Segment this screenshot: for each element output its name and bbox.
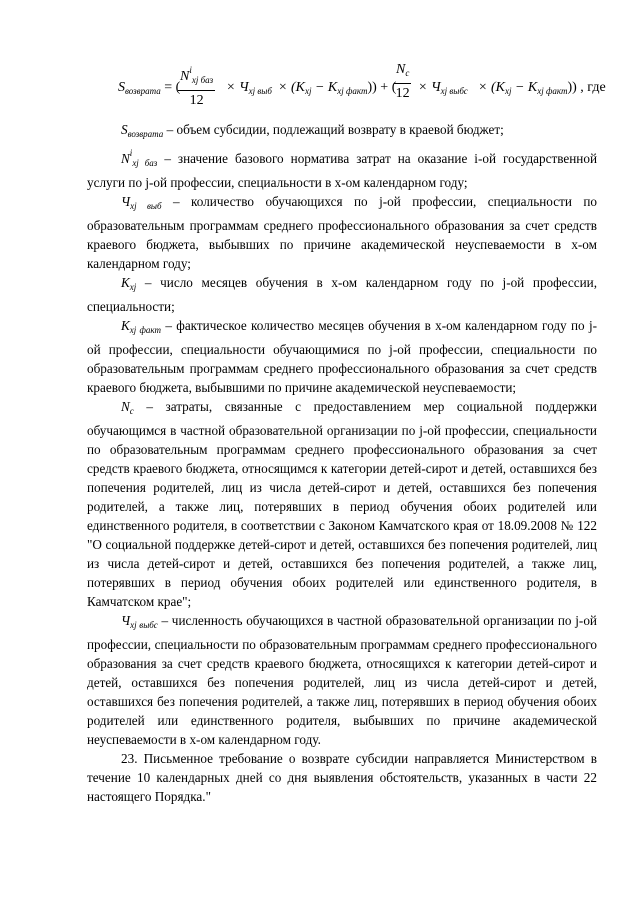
definition-n-baz: $N^i_{хj баз}$ – значение базового норматива затрат на оказание i-ой государственной услуги по j-ой профессии, специальности в х-ом календарном году; bbox=[87, 148, 597, 190]
formula-segment-4: × $(K_{хj} - K_{хj факт})$) , где bbox=[478, 80, 606, 96]
definition-ch-vybs: $Ч_{хj выбс}$ – численность обучающихся в частной образовательной организации по j-ой профессии, специальности по образовательным программам среднего профессионального образования за счет средств краевого бюджета, относящихся к категории детей-сирот и детей, оставшихся без попечения родителей, лиц из числа детей-сирот и детей, оставшихся без попечения родителей, а также лиц, потерявших в период обучения обоих родителей или единственного родителя, выбывших по причине академической неуспеваемости в х-ом календарном году. bbox=[87, 613, 597, 747]
formula-fraction-1 bbox=[178, 60, 215, 111]
fraction-2-denominator: 12 bbox=[395, 86, 410, 101]
formula-segment-3: × $Ч_{хj выбс}$ bbox=[418, 80, 468, 96]
definition-ch-vyb: $Ч_{хj выб}$ – количество обучающихся по j-ой профессии, специальности по образовательным программам среднего профессионального образования за счет средств краевого бюджета, выбывших по причине академической неуспеваемости в х-ом календарном году; bbox=[87, 194, 597, 271]
clause-23: 23. Письменное требование о возврате субсидии направляется Министерством в течение 10 календарных дней со дня выявления обстоятельств, указанных в части 22 настоящего Порядка." bbox=[87, 751, 597, 804]
formula-segment-1: × $Ч_{хj выб}$ bbox=[226, 80, 272, 96]
formula-segment-2: × $(K_{хj} - K_{хj факт})$) + ( bbox=[278, 80, 397, 96]
definition-s-vozvrata: $S_{возврата}$ – объем субсидии, подлежащий возврату в краевой бюджет; bbox=[121, 122, 504, 139]
fraction-2-numerator: $N_c$ bbox=[394, 60, 411, 84]
definition-n-c: $N_c$ – затраты, связанные с предоставлением мер социальной поддержки обучающимся в частной образовательной организации по j-ой профессии, специальности по образовательным программам среднего профессионального образования за счет средств краевого бюджета, относящимся к категории детей-сирот и детей, оставшихся без попечения родителей, лиц из числа детей-сирот и детей, оставшихся без попечения родителей, а также лиц, потерявших в период обучения обоих родителей или единственного родителя, в соответствии с Законом Камчатского края от 18.09.2008 № 122 "О социальной поддержке детей-сирот и детей, оставшихся без попечения родителей, лиц из числа детей-сирот и детей, оставшихся без попечения родителей, а также лиц, потерявших в период обучения обоих родителей или единственного родителя, в Камчатском крае"; bbox=[87, 399, 597, 609]
formula-fraction-2 bbox=[394, 60, 411, 104]
fraction-1-denominator: 12 bbox=[189, 93, 204, 108]
refund-formula bbox=[118, 58, 606, 108]
document-body bbox=[87, 120, 597, 806]
definition-k: $К_{хj}$ – число месяцев обучения в х-ом календарном году по j-ой профессии, специальности; bbox=[87, 275, 597, 314]
formula-lhs: $S_{возврата}$ = ( bbox=[118, 80, 181, 96]
fraction-1-numerator: $N^i_{хj баз}$ bbox=[178, 60, 215, 91]
definition-k-fakt: $К_{хj факт}$ – фактическое количество месяцев обучения в х-ом календарном году по j-ой профессии, специальности обучающимися по j-ой профессии, специальности по образовательным программам среднего профессионального образования за счет средств краевого бюджета, выбывшими по причине академической неуспеваемости; bbox=[87, 318, 597, 395]
